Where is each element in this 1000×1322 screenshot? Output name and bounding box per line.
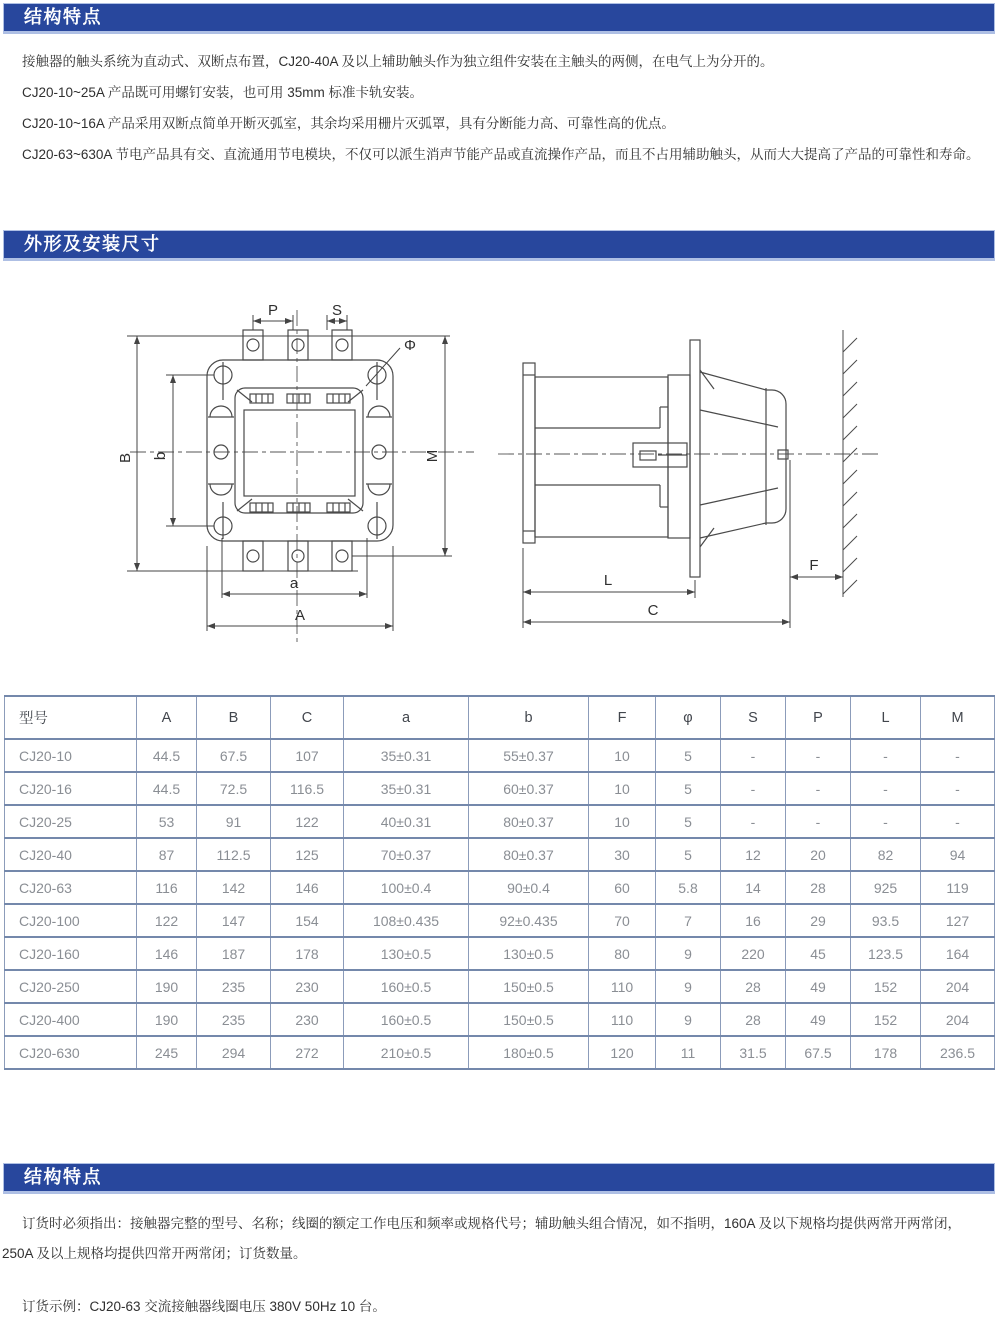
table-cell: - [721,739,786,772]
model-cell: CJ20-250 [5,970,137,1003]
table-cell: 130±0.5 [344,937,469,970]
table-cell: 28 [721,970,786,1003]
dimension-table [4,695,995,1070]
table-cell: 152 [851,1003,921,1036]
column-header-A: A [137,696,197,739]
section-title-features: 结构特点 [24,7,102,27]
table-cell: 67.5 [197,739,271,772]
model-cell: CJ20-16 [5,772,137,805]
table-cell: 180±0.5 [469,1036,589,1069]
table-cell: 9 [656,970,721,1003]
table-cell: 93.5 [851,904,921,937]
table-cell: 87 [137,838,197,871]
table-cell: - [721,772,786,805]
table-cell: 925 [851,871,921,904]
dim-label-P: P [267,302,279,319]
table-cell: 49 [786,970,851,1003]
contactor-front-body [207,330,393,571]
model-cell: CJ20-400 [5,1003,137,1036]
table-row [5,772,995,805]
dim-label-A: A [294,607,306,624]
table-cell: 230 [271,1003,344,1036]
table-cell: 178 [271,937,344,970]
table-cell: 116 [137,871,197,904]
dim-label-C: C [647,602,659,619]
table-cell: - [786,805,851,838]
ordering-example-paragraph: 订货示例：CJ20-63 交流接触器线圈电压 380V 50Hz 10 台。 [22,1299,386,1314]
column-header-phi: φ [656,696,721,739]
table-cell: 67.5 [786,1036,851,1069]
dim-label-F: F [809,557,819,574]
table-cell: 150±0.5 [469,970,589,1003]
dim-label-b: b [152,451,169,461]
table-cell: 35±0.31 [344,772,469,805]
features-paragraph: CJ20-63~630A 节电产品具有交、直流通用节电模块，不仅可以派生消声节能产品或直流操作产品，而且不占用辅助触头，从而大大提高了产品的可靠性和寿命。 [22,147,980,162]
table-cell: 204 [921,1003,995,1036]
table-cell: 164 [921,937,995,970]
ordering-paragraph: 订货时必须指出：接触器完整的型号、名称；线圈的额定工作电压和频率或规格代号；辅助触头组合情况，如不指明，160A 及以下规格均提供两常开两常闭，250A 及以上规格均提供四常开两常闭；订货数量。 [2,1216,962,1261]
table-cell: 178 [851,1036,921,1069]
table-cell: - [721,805,786,838]
ordering-text-block [2,1209,988,1322]
table-cell: 28 [786,871,851,904]
table-cell: 160±0.5 [344,1003,469,1036]
side-view-drawing [490,300,900,655]
table-cell: 190 [137,970,197,1003]
column-header-F: F [589,696,656,739]
table-cell: 9 [656,937,721,970]
model-cell: CJ20-100 [5,904,137,937]
table-cell: 40±0.31 [344,805,469,838]
features-paragraph: CJ20-10~25A 产品既可用螺钉安装，也可用 35mm 标准卡轨安装。 [22,85,423,100]
table-row [5,838,995,871]
table-cell: 10 [589,739,656,772]
dimension-table-body [5,739,995,1069]
dim-label-L: L [603,572,613,589]
table-cell: 107 [271,739,344,772]
table-cell: - [786,739,851,772]
table-cell: 11 [656,1036,721,1069]
table-cell: 210±0.5 [344,1036,469,1069]
table-cell: 125 [271,838,344,871]
table-cell: 10 [589,772,656,805]
section-bar-ordering [3,1163,995,1194]
table-cell: 110 [589,970,656,1003]
table-cell: 60±0.37 [469,772,589,805]
table-cell: 44.5 [137,739,197,772]
table-cell: 112.5 [197,838,271,871]
table-cell: 80 [589,937,656,970]
table-cell: - [851,739,921,772]
table-cell: 119 [921,871,995,904]
table-cell: 160±0.5 [344,970,469,1003]
contactor-side-body [523,340,788,577]
section-title-ordering: 结构特点 [24,1167,102,1187]
table-cell: 5 [656,805,721,838]
dim-label-B: B [117,452,134,464]
table-cell: 116.5 [271,772,344,805]
table-row [5,805,995,838]
model-cell: CJ20-10 [5,739,137,772]
dim-label-S: S [331,302,343,319]
features-paragraph: 接触器的触头系统为直动式、双断点布置，CJ20-40A 及以上辅助触头作为独立组件安装在主触头的两侧，在电气上为分开的。 [22,54,774,69]
table-cell: - [851,772,921,805]
dim-label-M: M [424,449,441,463]
table-cell: 130±0.5 [469,937,589,970]
table-cell: 122 [271,805,344,838]
table-cell: 123.5 [851,937,921,970]
table-cell: - [921,739,995,772]
table-cell: 147 [197,904,271,937]
table-cell: - [921,805,995,838]
table-cell: 70 [589,904,656,937]
table-cell: 80±0.37 [469,838,589,871]
table-cell: 230 [271,970,344,1003]
table-cell: 5 [656,838,721,871]
table-cell: 60 [589,871,656,904]
table-cell: 204 [921,970,995,1003]
table-cell: 152 [851,970,921,1003]
column-header-S: S [721,696,786,739]
table-cell: 20 [786,838,851,871]
table-cell: 120 [589,1036,656,1069]
table-cell: 45 [786,937,851,970]
table-header-row [5,696,995,739]
column-header-P: P [786,696,851,739]
table-cell: 44.5 [137,772,197,805]
table-cell: 7 [656,904,721,937]
section-title-dimensions: 外形及安装尺寸 [24,234,161,254]
table-cell: 91 [197,805,271,838]
model-cell: CJ20-160 [5,937,137,970]
table-cell: 100±0.4 [344,871,469,904]
table-cell: 108±0.435 [344,904,469,937]
column-header-a: a [344,696,469,739]
section-bar-features [3,3,995,34]
table-cell: 235 [197,970,271,1003]
table-cell: - [786,772,851,805]
dim-label-a: a [289,575,299,592]
table-cell: 142 [197,871,271,904]
table-cell: 53 [137,805,197,838]
table-cell: 28 [721,1003,786,1036]
table-cell: 72.5 [197,772,271,805]
table-cell: 272 [271,1036,344,1069]
model-cell: CJ20-63 [5,871,137,904]
table-row [5,904,995,937]
model-cell: CJ20-630 [5,1036,137,1069]
features-paragraph: CJ20-10~16A 产品采用双断点简单开断灭弧室，其余均采用栅片灭弧罩，具有分断能力高、可靠性高的优点。 [22,116,675,131]
table-cell: 294 [197,1036,271,1069]
table-row [5,970,995,1003]
table-cell: 12 [721,838,786,871]
table-cell: 90±0.4 [469,871,589,904]
table-cell: 16 [721,904,786,937]
table-cell: 94 [921,838,995,871]
table-cell: 14 [721,871,786,904]
table-cell: 150±0.5 [469,1003,589,1036]
model-cell: CJ20-40 [5,838,137,871]
column-header-model: 型号 [5,696,137,739]
column-header-B: B [197,696,271,739]
table-cell: 92±0.435 [469,904,589,937]
column-header-C: C [271,696,344,739]
table-cell: 82 [851,838,921,871]
table-cell: 29 [786,904,851,937]
model-cell: CJ20-25 [5,805,137,838]
table-cell: 35±0.31 [344,739,469,772]
section-bar-dimensions [3,230,995,261]
mounting-wall-hatch [843,330,857,597]
table-cell: 5.8 [656,871,721,904]
table-cell: 127 [921,904,995,937]
table-row [5,1036,995,1069]
table-row [5,739,995,772]
table-cell: 31.5 [721,1036,786,1069]
table-cell: 146 [137,937,197,970]
table-cell: 154 [271,904,344,937]
table-cell: 55±0.37 [469,739,589,772]
table-cell: 190 [137,1003,197,1036]
table-cell: 236.5 [921,1036,995,1069]
table-cell: 70±0.37 [344,838,469,871]
table-cell: 80±0.37 [469,805,589,838]
table-cell: 187 [197,937,271,970]
dim-label-phi: Φ [404,337,416,354]
table-cell: 220 [721,937,786,970]
table-cell: 5 [656,772,721,805]
table-cell: 5 [656,739,721,772]
table-cell: 245 [137,1036,197,1069]
table-cell: 122 [137,904,197,937]
table-row [5,937,995,970]
features-text-block [2,46,988,170]
table-cell: 146 [271,871,344,904]
table-cell: 9 [656,1003,721,1036]
column-header-L: L [851,696,921,739]
table-cell: 30 [589,838,656,871]
table-cell: 235 [197,1003,271,1036]
table-cell: - [851,805,921,838]
table-cell: 110 [589,1003,656,1036]
front-view-drawing [100,298,480,653]
table-cell: - [921,772,995,805]
table-row [5,871,995,904]
table-cell: 10 [589,805,656,838]
column-header-M: M [921,696,995,739]
table-row [5,1003,995,1036]
table-cell: 49 [786,1003,851,1036]
column-header-b: b [469,696,589,739]
